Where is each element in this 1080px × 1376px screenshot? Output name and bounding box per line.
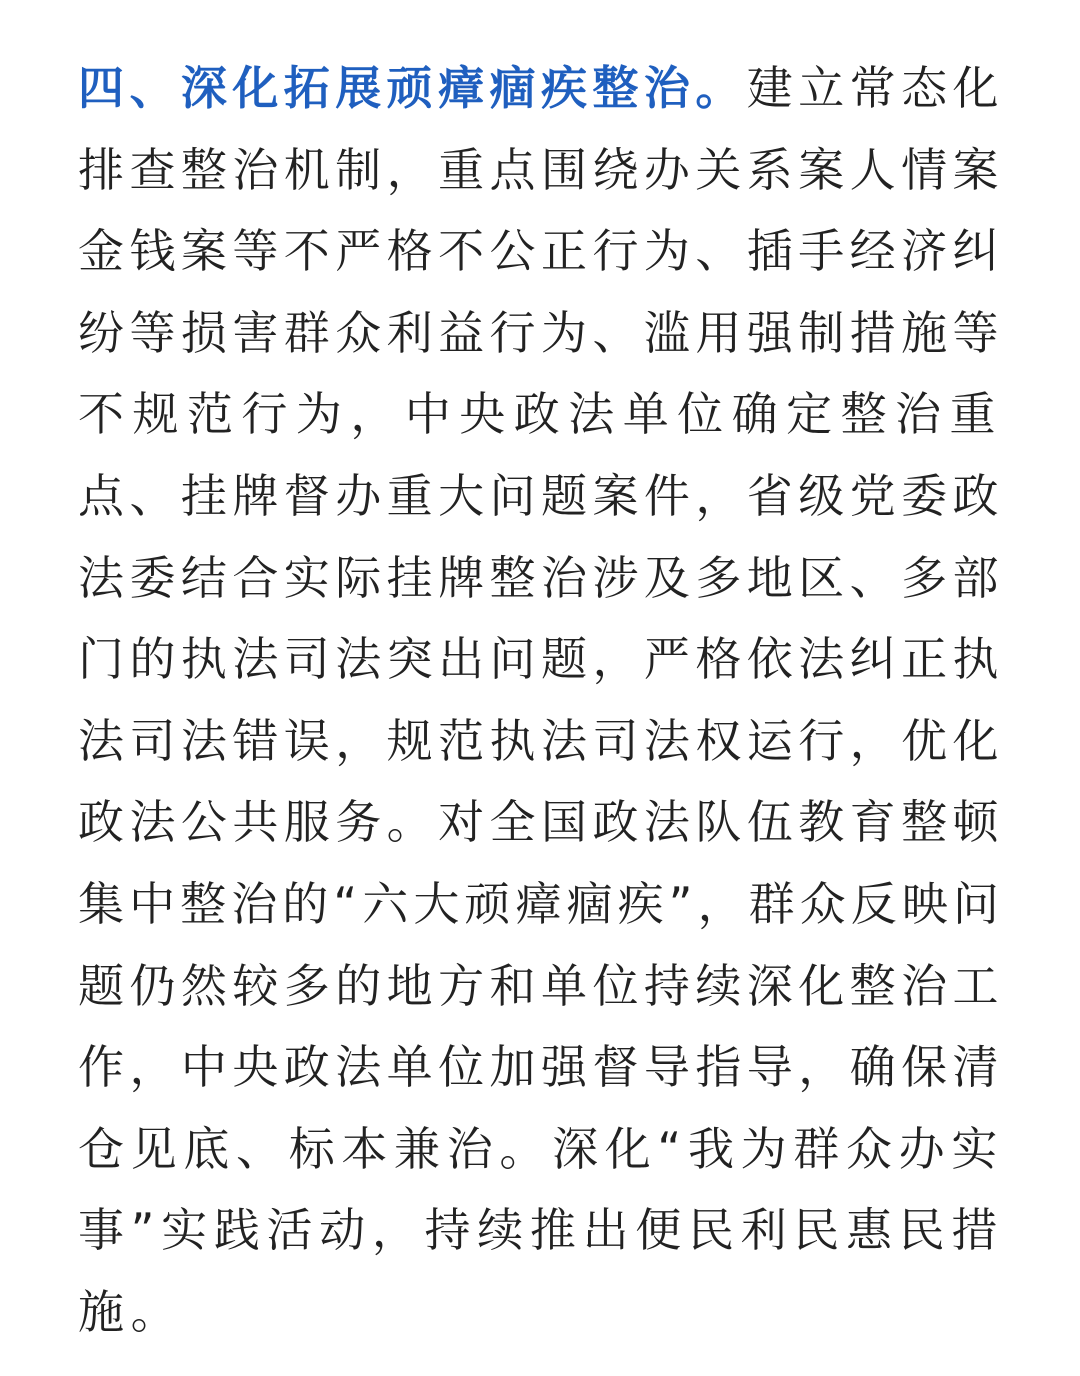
text-line-14: 仓见底、标本兼治。深化“我为群众办实 (78, 1121, 1004, 1176)
text-line-8: 门的执法司法突出问题，严格依法纠正执 (78, 632, 1004, 687)
text-line-11: 集中整治的“六大顽瘴痼疾”，群众反映问 (78, 876, 1004, 931)
section-heading: 四、深化拓展顽瘴痼疾整治。 (78, 61, 747, 115)
article-body (78, 48, 1004, 1354)
text-line-9: 法司法错误，规范执法司法权运行，优化 (78, 713, 1004, 768)
text-line-1 (78, 48, 1004, 130)
line-1-body: 建立常态化 (746, 61, 1004, 115)
text-line-5: 不规范行为，中央政法单位确定整治重 (78, 387, 1004, 442)
text-line-15: 事”实践活动，持续推出便民利民惠民措 (78, 1203, 1004, 1258)
text-line-4: 纷等损害群众利益行为、滥用强制措施等 (78, 305, 1004, 360)
text-line-13: 作，中央政法单位加强督导指导，确保清 (78, 1040, 1004, 1095)
text-line-3: 金钱案等不严格不公正行为、插手经济纠 (78, 224, 1004, 279)
text-line-16: 施。 (78, 1284, 184, 1339)
text-line-2: 排查整治机制，重点围绕办关系案人情案 (78, 142, 1004, 197)
text-line-7: 法委结合实际挂牌整治涉及多地区、多部 (78, 550, 1004, 605)
text-line-12: 题仍然较多的地方和单位持续深化整治工 (78, 958, 1004, 1013)
text-line-6: 点、挂牌督办重大问题案件，省级党委政 (78, 468, 1004, 523)
text-line-10: 政法公共服务。对全国政法队伍教育整顿 (78, 795, 1004, 850)
